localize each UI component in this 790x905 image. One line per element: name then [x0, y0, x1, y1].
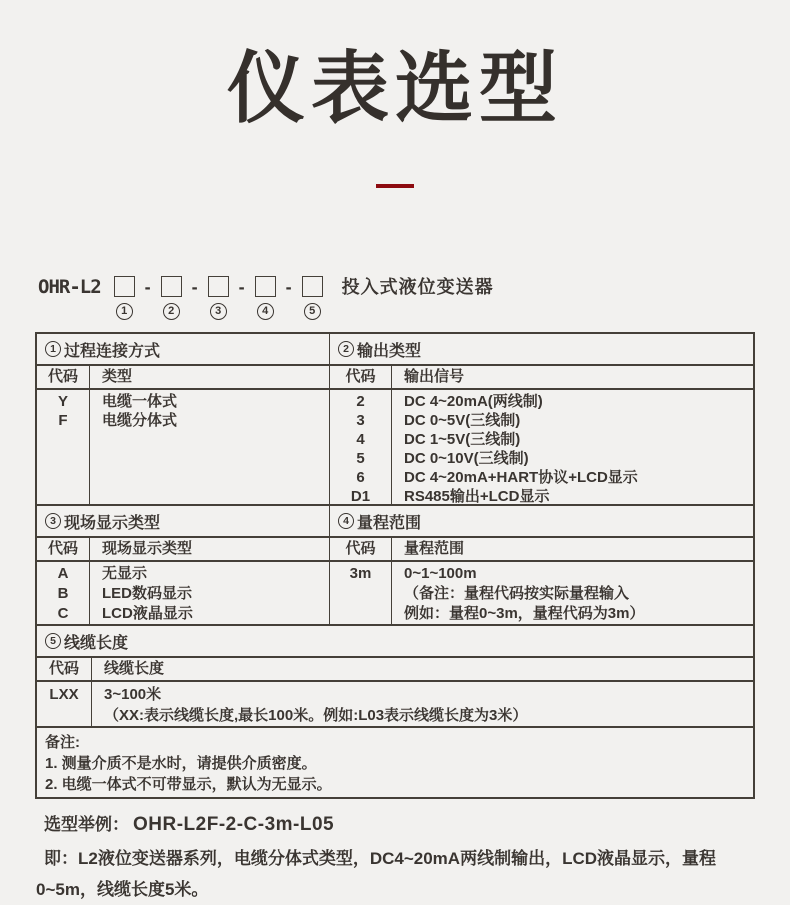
example-model-code: OHR-L2F-2-C-3m-L05	[133, 814, 335, 835]
section-3-title-text: 现场显示类型	[64, 514, 161, 532]
section-2-number-icon: 2	[338, 341, 354, 357]
model-slot-2	[161, 276, 182, 320]
model-slot-box	[302, 276, 323, 297]
data-rows-1-2	[37, 390, 753, 506]
s2-col-signal: 输出信号	[404, 368, 465, 385]
s2-row-label: DC 0~5V(三线制)	[404, 412, 521, 429]
section-1-number-icon: 1	[45, 341, 61, 357]
s3-row-code: C	[57, 605, 69, 622]
selection-table	[35, 332, 755, 799]
s1-row-label: 电缆分体式	[102, 412, 178, 429]
s2-row-code: 4	[356, 431, 365, 448]
section-1-title	[37, 334, 329, 364]
s3-row-label: LED数码显示	[102, 585, 193, 602]
s4-col-range: 量程范围	[404, 540, 465, 557]
section-5-title-text: 线缆长度	[64, 634, 129, 652]
section-5-title	[37, 626, 753, 656]
model-slot-box	[208, 276, 229, 297]
model-slot-box	[114, 276, 135, 297]
data-rows-5	[37, 682, 753, 728]
s2-row-code: 2	[356, 393, 365, 410]
section-header-row-1-2	[37, 334, 753, 366]
model-slot-3	[208, 276, 229, 320]
section-2-title	[330, 334, 753, 364]
s2-row-code: D1	[350, 488, 371, 505]
s4-row-code: 3m	[349, 565, 372, 582]
s5-length-value: 3~100米	[104, 686, 162, 703]
s3-row-label: LCD液晶显示	[102, 605, 193, 622]
column-header-row-5	[37, 658, 753, 682]
section-header-row-3-4	[37, 506, 753, 538]
model-slot-4	[255, 276, 276, 320]
s2-row-label: RS485输出+LCD显示	[404, 488, 550, 505]
s1-col-code: 代码	[37, 366, 90, 388]
example-description	[36, 843, 768, 905]
example-model-line	[36, 811, 768, 839]
column-header-row-3-4	[37, 538, 753, 562]
product-name: 投入式液位变送器	[341, 277, 494, 297]
section-4-title-text: 量程范围	[357, 514, 422, 532]
s2-col-code: 代码	[330, 366, 392, 388]
s3-row-code: B	[57, 585, 69, 602]
position-badge-1: 1	[116, 303, 133, 320]
s1-row-code: F	[58, 412, 68, 429]
data-rows-3-4	[37, 562, 753, 626]
example-label: 选型举例：	[44, 815, 129, 834]
section-header-row-5	[37, 626, 753, 658]
s5-length-note: （XX:表示线缆长度,最长100米。例如:L03表示线缆长度为3米）	[104, 707, 528, 724]
model-code-row	[38, 276, 790, 320]
s2-row-code: 5	[356, 450, 365, 467]
s3-col-display: 现场显示类型	[102, 540, 193, 557]
s2-row-code: 6	[356, 469, 365, 486]
section-4-number-icon: 4	[338, 513, 354, 529]
s2-row-label: DC 4~20mA+HART协议+LCD显示	[404, 469, 638, 486]
model-dash: -	[238, 277, 245, 297]
section-1-title-text: 过程连接方式	[64, 342, 161, 360]
position-badge-5: 5	[304, 303, 321, 320]
remark-title: 备注:	[45, 734, 80, 751]
s1-col-type: 类型	[102, 368, 133, 385]
remark-line-2: 2. 电缆一体式不可带显示，默认为无显示。	[45, 776, 332, 793]
section-3-title	[37, 506, 329, 536]
model-slot-5	[302, 276, 323, 320]
page-title: 仪表选型	[226, 44, 563, 132]
s4-range-note-2: 例如：量程0~3m，量程代码为3m）	[404, 605, 645, 622]
section-2-title-text: 输出类型	[357, 342, 422, 360]
position-badge-3: 3	[210, 303, 227, 320]
model-slot-box	[255, 276, 276, 297]
s5-row-code: LXX	[49, 686, 79, 703]
s1-row-label: 电缆一体式	[102, 393, 178, 410]
model-prefix: OHR-L2	[38, 276, 101, 298]
model-dash: -	[285, 277, 292, 297]
s3-row-code: A	[57, 565, 69, 582]
model-dash: -	[191, 277, 198, 297]
model-dash: -	[144, 277, 151, 297]
model-slot-box	[161, 276, 182, 297]
s2-row-label: DC 4~20mA(两线制)	[404, 393, 543, 410]
model-slot-1	[114, 276, 135, 320]
s2-row-label: DC 0~10V(三线制)	[404, 450, 529, 467]
s4-col-code: 代码	[330, 538, 392, 560]
s5-col-code: 代码	[37, 658, 92, 680]
s4-range-value: 0~1~100m	[404, 565, 477, 582]
selection-example	[36, 811, 768, 905]
example-desc-prefix: 即：	[44, 849, 78, 868]
example-desc-text: L2液位变送器系列，电缆分体式类型，DC4~20mA两线制输出，LCD液晶显示，量程0~5m，线缆长度5米。	[36, 849, 717, 899]
s4-range-note-1: （备注：量程代码按实际量程输入	[404, 585, 630, 602]
remark-block	[37, 728, 753, 797]
section-5-number-icon: 5	[45, 633, 61, 649]
title-underline	[376, 184, 414, 188]
section-3-number-icon: 3	[45, 513, 61, 529]
s2-row-label: DC 1~5V(三线制)	[404, 431, 521, 448]
s1-row-code: Y	[57, 393, 68, 410]
s3-col-code: 代码	[37, 538, 90, 560]
section-4-title	[330, 506, 753, 536]
remark-line-1: 1. 测量介质不是水时，请提供介质密度。	[45, 755, 317, 772]
position-badge-4: 4	[257, 303, 274, 320]
position-badge-2: 2	[163, 303, 180, 320]
s5-col-length: 线缆长度	[104, 660, 165, 677]
s2-row-code: 3	[356, 412, 365, 429]
column-header-row-1-2	[37, 366, 753, 390]
s3-row-label: 无显示	[102, 565, 148, 582]
